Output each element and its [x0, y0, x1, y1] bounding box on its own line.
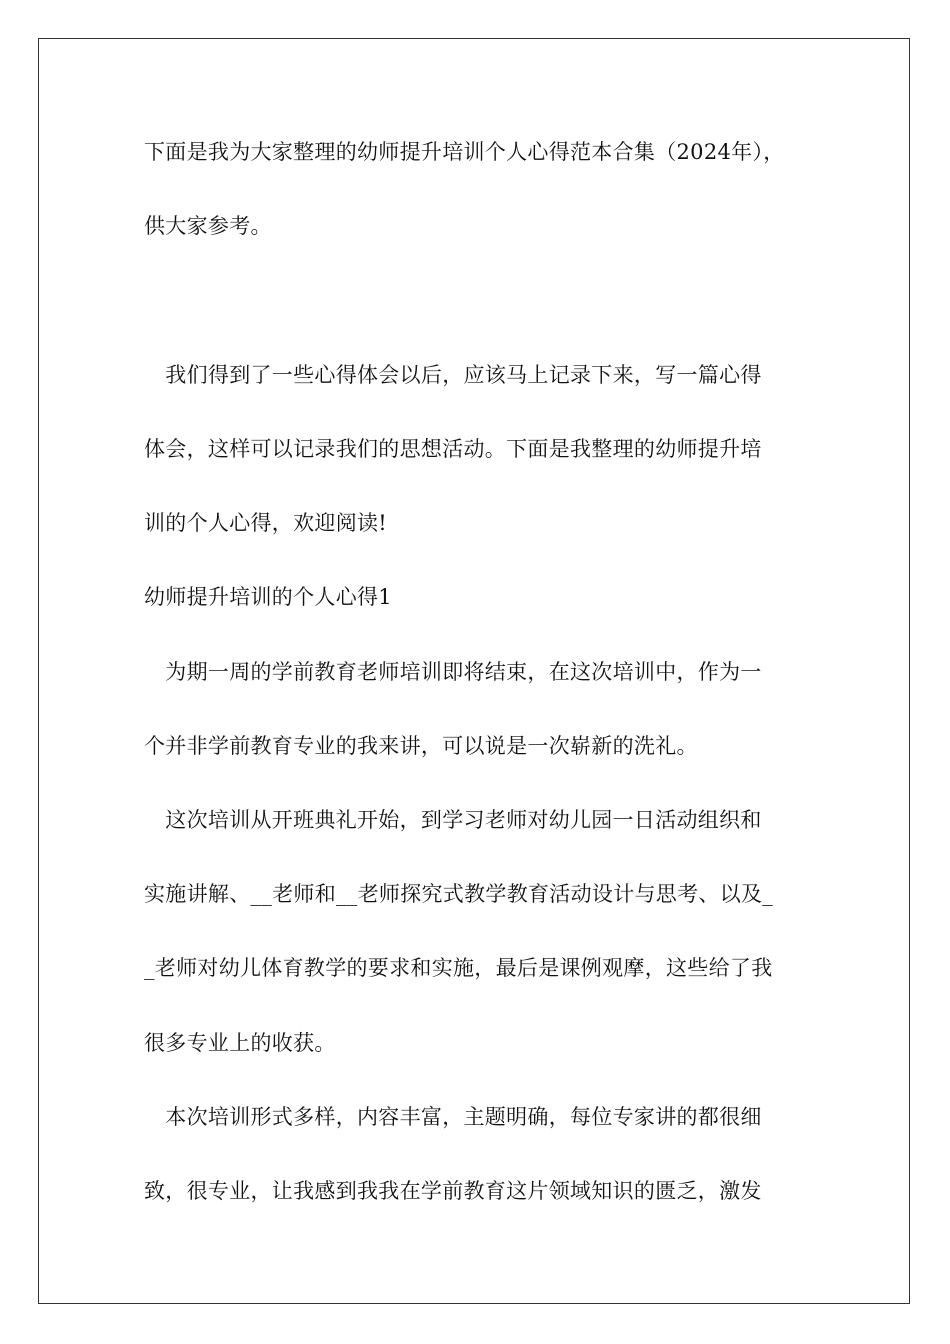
paragraph-3-line-4: 很多专业上的收获。 — [144, 1031, 336, 1055]
paragraph-4-line-1: 本次培训形式多样，内容丰富，主题明确，每位专家讲的都很细 — [144, 1105, 762, 1129]
paragraph-3-line-1: 这次培训从开班典礼开始，到学习老师对幼儿园一日活动组织和 — [144, 808, 762, 832]
paragraph-3-line-2: 实施讲解、__老师和__老师探究式教学教育活动设计与思考、以及_ — [144, 882, 774, 906]
paragraph-2-line-2: 个并非学前教育专业的我来讲，可以说是一次崭新的洗礼。 — [144, 734, 698, 758]
intro-line-1: 下面是我为大家整理的幼师提升培训个人心得范本合集（2024年）， — [144, 140, 785, 164]
paragraph-1-line-1: 我们得到了一些心得体会以后，应该马上记录下来，写一篇心得 — [144, 363, 762, 387]
intro-line-2: 供大家参考。 — [144, 214, 272, 238]
paragraph-1-line-2: 体会，这样可以记录我们的思想活动。下面是我整理的幼师提升培 — [144, 437, 762, 461]
paragraph-2-line-1: 为期一周的学前教育老师培训即将结束，在这次培训中，作为一 — [144, 660, 762, 684]
paragraph-1-line-3: 训的个人心得，欢迎阅读! — [144, 511, 388, 535]
section-heading: 幼师提升培训的个人心得1 — [144, 585, 392, 609]
paragraph-3-line-3: _老师对幼儿体育教学的要求和实施，最后是课例观摩，这些给了我 — [144, 956, 773, 980]
paragraph-4-line-2: 致，很专业，让我感到我我在学前教育这片领域知识的匮乏，激发 — [144, 1179, 762, 1203]
